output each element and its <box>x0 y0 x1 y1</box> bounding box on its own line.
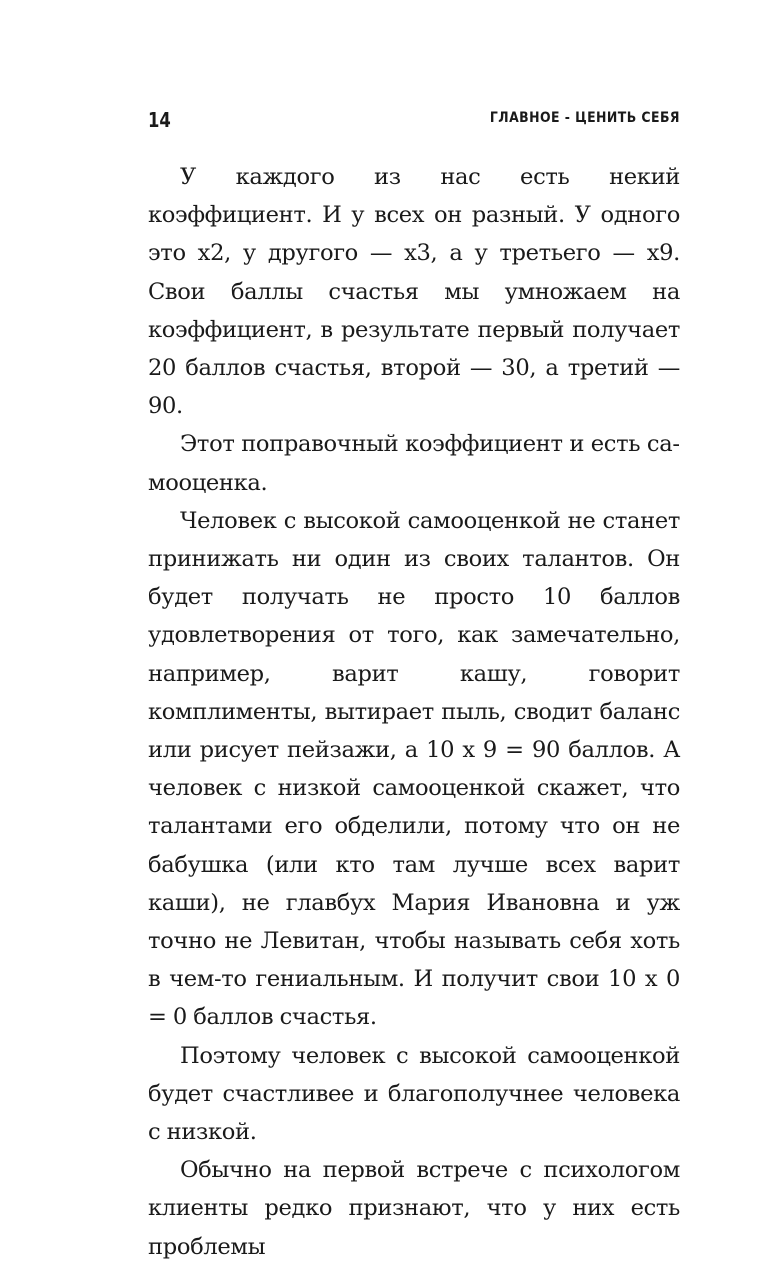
running-head <box>148 106 680 136</box>
chapter-title: ГЛАВНОЕ - ЦЕНИТЬ СЕБЯ <box>490 110 680 126</box>
paragraph: Человек с высокой самооценкой не станет принижать ни один из своих талантов. Он будет получать не просто 10 баллов удовлетворения от того, как замечательно, например, варит кашу, говорит комплименты, вытирает пыль, сводит баланс или рисует пейзажи, а 10 х 9 = 90 баллов. А человек с низкой самооценкой скажет, что талантами его обделили, потому что он не бабушка (или кто там лучше всех варит каши), не главбух Мария Ивановна и уж точно не Левитан, чтобы называть себя хоть в чем-то гениальным. И получит свои 10 х 0 = 0 баллов счастья. <box>148 507 680 1031</box>
paragraph: Этот поправочный коэффициент и есть самооценка. <box>148 431 680 496</box>
paragraph: У каждого из нас есть некий коэффициент. И у всех он разный. У одного это х2, у другого — х3, а у третьего — х9. Свои баллы счастья мы умножаем на коэффициент, в результате первый получает 20 баллов счастья, второй — 30, а третий — 90. <box>148 164 680 420</box>
paragraph: Поэтому человек с высокой самооценкой будет счастливее и благополучнее человека с низкой. <box>148 1042 680 1146</box>
paragraph: Обычно на первой встрече с психологом клиенты редко признают, что у них есть проблемы <box>148 1157 680 1260</box>
body-text <box>148 158 680 1266</box>
page-number: 14 <box>148 108 171 132</box>
